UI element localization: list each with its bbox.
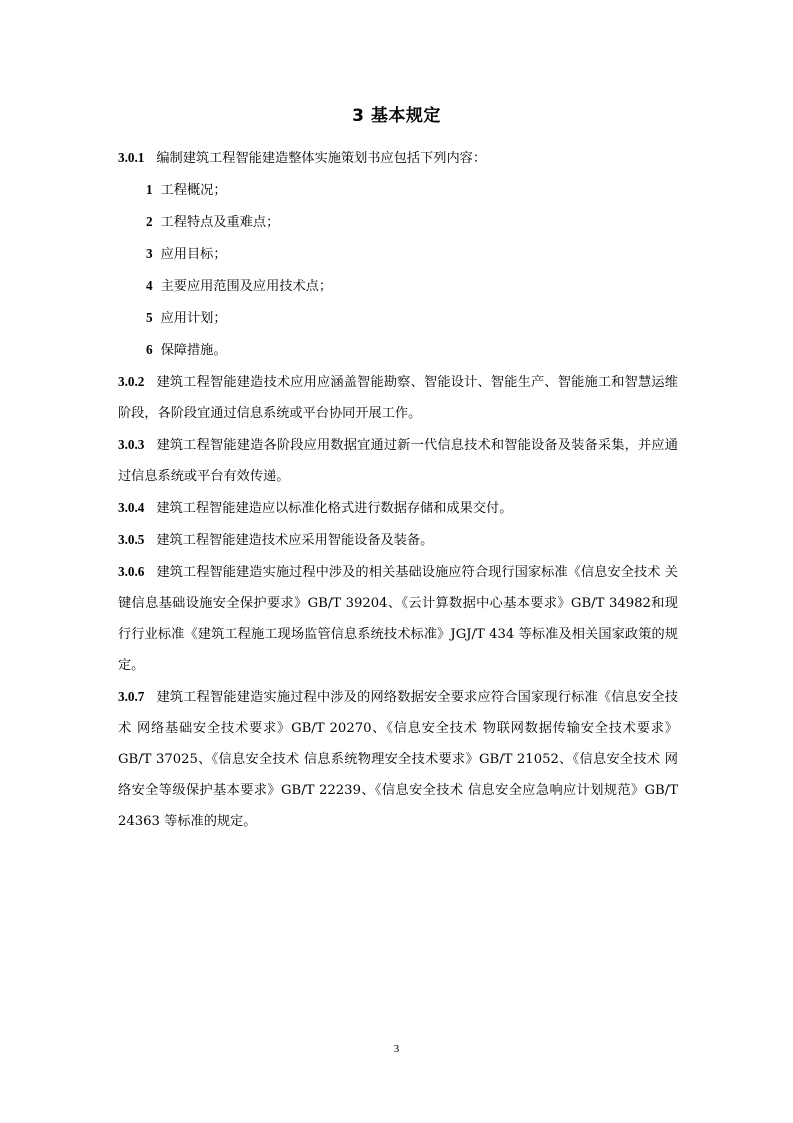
list-item [118,334,678,366]
list-item-text: 应用目标； [160,247,227,262]
list-item-text: 工程概况； [160,183,227,198]
clause-number: 3.0.6 [118,564,145,579]
clause-3-0-5 [118,524,678,556]
list-item [118,238,678,270]
list-item [118,206,678,238]
clause-number: 3.0.3 [118,437,145,452]
clause-number: 3.0.1 [118,150,145,165]
clause-text: 建筑工程智能建造实施过程中涉及的网络数据安全要求应符合国家现行标准《信息安全技术 网络基础安全技术要求》GB/T 20270、《信息安全技术 物联网数据传输安全技术要求》GB/T 37025、《信息安全技术 信息系统物理安全技术要求》GB/T 21052、《信息安全技术 网络安全等级保护基本要求》GB/T 22239、《信息安全技术 信息安全应急响应计划规范》GB/T 24363 等标准的规定。 [118,690,678,829]
clause-number: 3.0.5 [118,532,145,547]
list-item-number: 5 [146,310,153,325]
clause-3-0-7 [118,681,678,837]
list-item-number: 3 [146,246,153,261]
clause-text: 建筑工程智能建造各阶段应用数据宜通过新一代信息技术和智能设备及装备采集，并应通过信息系统或平台有效传递。 [118,438,678,484]
list-item-text: 工程特点及重难点； [160,215,280,230]
list-item-text: 应用计划； [160,311,227,326]
list-item [118,174,678,206]
clause-number: 3.0.2 [118,374,145,389]
page-number: 3 [393,1043,400,1055]
chapter-body [118,142,678,837]
clause-3-0-4 [118,492,678,524]
clause-text: 建筑工程智能建造技术应采用智能设备及装备。 [156,533,434,548]
list-item-number: 2 [146,214,153,229]
clause-3-0-1 [118,142,678,174]
clause-3-0-3 [118,429,678,492]
chapter-title: 3 基本规定 [352,106,441,126]
clause-text: 建筑工程智能建造应以标准化格式进行数据存储和成果交付。 [156,501,513,516]
list-item-text: 保障措施。 [160,343,227,358]
list-item-number: 1 [146,182,153,197]
list-item [118,302,678,334]
clause-3-0-6 [118,556,678,681]
list-item-number: 4 [146,278,153,293]
clause-text: 建筑工程智能建造实施过程中涉及的相关基础设施应符合现行国家标准《信息安全技术 关键信息基础设施安全保护要求》GB/T 39204、《云计算数据中心基本要求》GB/T 34982和现行行业标准《建筑工程施工现场监管信息系统技术标准》JGJ/T 434 等标准及相关国家政策的规定。 [118,565,678,673]
clause-3-0-2 [118,366,678,429]
clause-number: 3.0.4 [118,500,145,515]
list-item [118,270,678,302]
list-item-number: 6 [146,342,153,357]
list-item-text: 主要应用范围及应用技术点； [160,279,333,294]
clause-text: 编制建筑工程智能建造整体实施策划书应包括下列内容： [156,151,487,166]
clause-text: 建筑工程智能建造技术应用应涵盖智能勘察、智能设计、智能生产、智能施工和智慧运维阶段，各阶段宜通过信息系统或平台协同开展工作。 [118,375,678,421]
clause-number: 3.0.7 [118,689,145,704]
